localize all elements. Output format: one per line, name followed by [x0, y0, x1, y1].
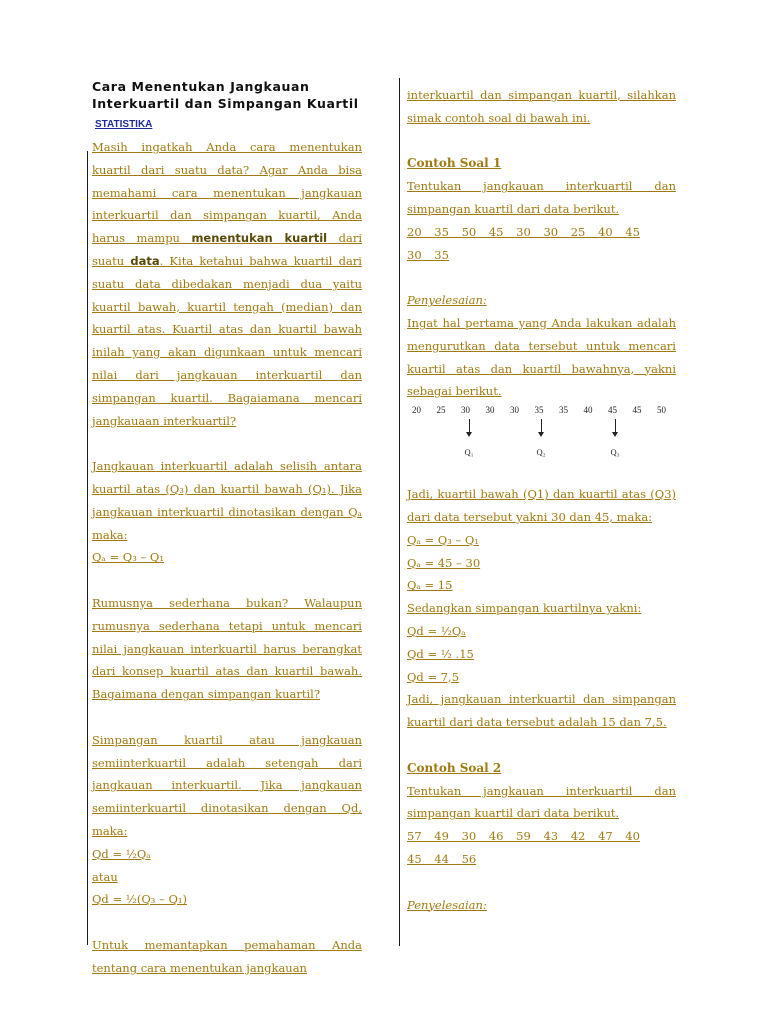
link-data[interactable]: data: [130, 253, 160, 268]
calc-line-2: Qₐ = 45 – 30: [407, 555, 481, 570]
example-2-solution-label: Penyelesaian:: [407, 897, 487, 912]
sorted-value: 20: [412, 405, 421, 416]
down-arrow-icon: [469, 419, 470, 433]
example-1-data-line-2: 30 35: [407, 247, 449, 262]
example-1-data-line-1: 20 35 50 45 30 30 25 40 45: [407, 224, 640, 239]
calc-line-5: Qd = ½ .15: [407, 646, 474, 661]
intro-text-b: dari suatu: [92, 231, 362, 268]
calc-line-3: Qₐ = 15: [407, 578, 453, 593]
intro-text-c: . Kita ketahui bahwa kuartil dari suatu data dibedakan menjadi dua yaitu kuartil bawah, kuartil tengah (median) dan kuartil atas. Kuartil atas dan kuartil bawah inilah yang akan digunkaan untuk mencari nilai dari jangkauan interkuartil dan simpangan kuartil. Bagaiamana mencari jangkauaan interkuartil?: [92, 253, 362, 428]
down-arrow-icon: [615, 419, 616, 433]
right-column: [407, 84, 676, 916]
column-divider: [399, 78, 400, 946]
down-arrow-icon: [541, 419, 542, 433]
example-2-heading: Contoh Soal 2: [407, 760, 502, 775]
closing-paragraph: Untuk memantapkan pemahaman Anda tentang cara menentukan jangkauan: [92, 937, 362, 975]
sorted-value: 45: [608, 405, 617, 416]
intro-text-a: Masih ingatkah Anda cara menentukan kuartil dari suatu data? Agar Anda bisa memahami cara menentukan jangkauan interkuartil dan simpangan kuartil, Anda harus mampu: [92, 140, 362, 246]
sorted-value: 30: [461, 405, 470, 416]
formula-or: atau: [92, 869, 118, 884]
arrowhead-icon: [538, 432, 544, 437]
q1-label: Q₁: [464, 447, 474, 458]
article-title: Cara Menentukan Jangkauan Interkuartil dan Simpangan Kuartil: [92, 79, 359, 111]
sorted-value: 45: [632, 405, 642, 416]
q3-marker: [609, 419, 621, 457]
calc-line-4: Qd = ½Qₐ: [407, 623, 466, 638]
example-1-step-2: Jadi, kuartil bawah (Q1) dan kuartil atas (Q3) dari data tersebut yakni 30 dan 45, maka:: [407, 487, 676, 524]
formula-quartile-deviation: Qd = ½Qₐ: [92, 846, 151, 861]
sorted-value: 35: [559, 405, 568, 416]
q2-label: Q₂: [536, 447, 546, 458]
sorted-value: 30: [510, 405, 519, 416]
sorted-value: 25: [436, 405, 446, 416]
example-1-solution-label: Penyelesaian:: [407, 293, 487, 308]
category-link[interactable]: STATISTIKA: [95, 119, 153, 130]
example-2-data-line-2: 45 44 56: [407, 851, 477, 866]
example-2-question: Tentukan jangkauan interkuartil dan simpangan kuartil dari data berikut.: [407, 783, 676, 821]
quartile-deviation-paragraph: Simpangan kuartil atau jangkauan semiinterkuartil adalah setengah dari jangkauan interkuartil. Jika jangkauan semiinterkuartil dinotasikan dengan Qd, maka:: [92, 732, 362, 838]
sorted-data-figure: [407, 405, 676, 483]
q2-marker: [535, 419, 547, 457]
remark-paragraph: Rumusnya sederhana bukan? Walaupun rumusnya sederhana tetapi untuk mencari nilai jangkauan interkuartil harus berangkat dari konsep kuartil atas dan kuartil bawah. Bagaimana dengan simpangan kuartil?: [92, 595, 362, 702]
example-1-heading: Contoh Soal 1: [407, 156, 502, 171]
sorted-value: 30: [485, 405, 495, 416]
example-1-conclusion: Jadi, jangkauan interkuartil dan simpangan kuartil dari data tersebut adalah 15 dan 7,5.: [407, 692, 676, 730]
sorted-value: 35: [534, 405, 544, 416]
sorted-value: 40: [583, 405, 593, 416]
calc-line-1: Qₐ = Q₃ – Q₁: [407, 532, 479, 547]
intro-paragraph: [92, 136, 362, 432]
q3-label: Q₃: [610, 447, 620, 458]
formula-quartile-deviation-alt: Qd = ½(Q₃ – Q₁): [92, 892, 187, 907]
formula-interquartile-range: Qₐ = Q₃ – Q₁: [92, 550, 164, 565]
arrowhead-icon: [612, 432, 618, 437]
example-1-step-1: Ingat hal pertama yang Anda lakukan adalah mengurutkan data tersebut untuk mencari kuartil atas dan kuartil bawahnya, yakni sebagai berikut.: [407, 315, 676, 399]
example-2-data-line-1: 57 49 30 46 59 43 42 47 40: [407, 829, 640, 844]
example-1-step-3: Sedangkan simpangan kuartilnya yakni:: [407, 601, 642, 616]
calc-line-6: Qd = 7,5: [407, 669, 460, 684]
left-column: [92, 78, 362, 979]
arrowhead-icon: [466, 432, 472, 437]
definition-paragraph: Jangkauan interkuartil adalah selisih antara kuartil atas (Q₃) dan kuartil bawah (Q₁). Jika jangkauan interkuartil dinotasikan dengan Qₐ maka:: [92, 459, 362, 542]
q1-marker: [463, 419, 475, 457]
left-margin-rule: [87, 151, 88, 945]
sorted-value: 50: [657, 405, 666, 416]
continuation-paragraph: interkuartil dan simpangan kuartil, silahkan simak contoh soal di bawah ini.: [407, 88, 676, 125]
link-menentukan-kuartil[interactable]: menentukan kuartil: [191, 231, 328, 246]
example-1-question: Tentukan jangkauan interkuartil dan simpangan kuartil dari data berikut.: [407, 179, 676, 216]
